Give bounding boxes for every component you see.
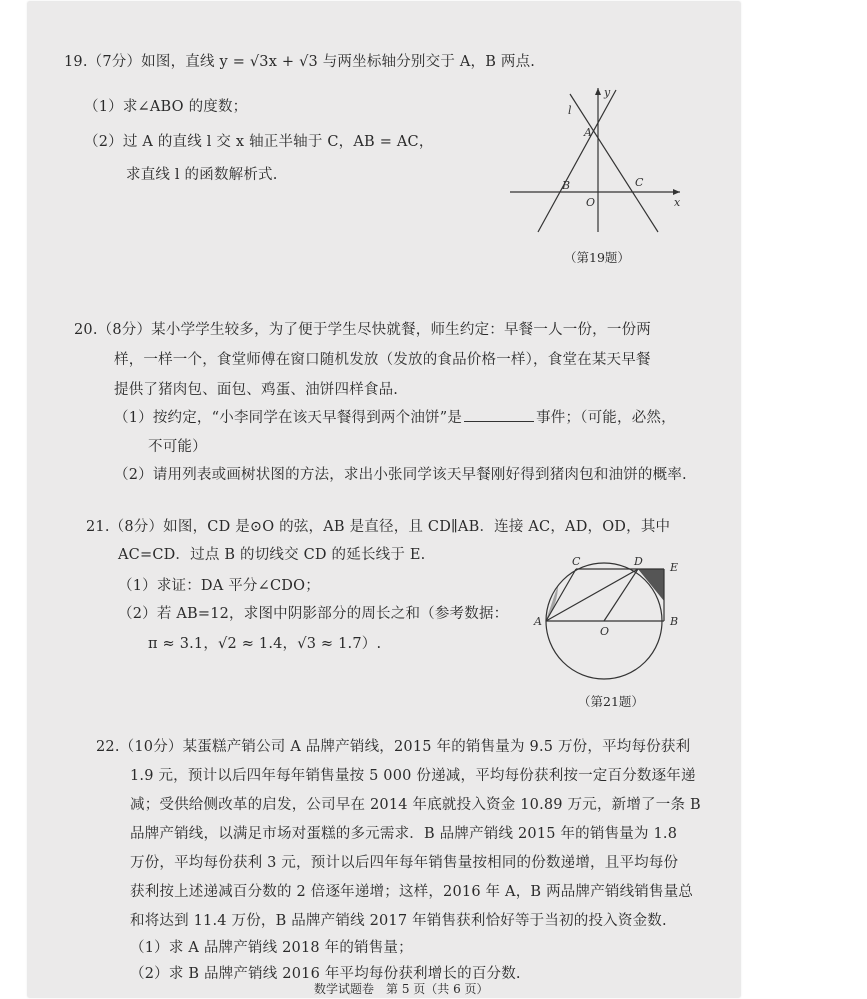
q21-figure xyxy=(528,555,698,685)
label-x: x xyxy=(674,196,681,209)
q22-line4: 品牌产销线，以满足市场对蛋糕的多元需求．B 品牌产销线 2015 年的销售量为 1.8 xyxy=(130,826,678,842)
segment-ad xyxy=(546,569,638,621)
q22-line5: 万份，平均每份获利 3 元，预计以后四年每年销售量按相同的份数递增，且平均每份 xyxy=(130,855,679,871)
q22-line6: 获利按上述递减百分数的 2 倍逐年递增；这样，2016 年 A，B 两品牌产销线销售量总 xyxy=(130,884,694,900)
q22-part1: （1）求 A 品牌产销线 2018 年的销售量； xyxy=(130,940,413,956)
q19-part2-cont: 求直线 l 的函数解析式. xyxy=(126,167,278,183)
q21-part1: （1）求证：DA 平分∠CDO； xyxy=(118,578,320,594)
q20-part2: （2）请用列表或画树状图的方法，求出小张同学该天早餐刚好得到猪肉包和油饼的概率. xyxy=(114,467,687,483)
label-c: C xyxy=(572,555,581,568)
q20-part1-options: 事件；（可能，必然， xyxy=(536,410,676,426)
label-l: l xyxy=(568,104,572,117)
label-o: O xyxy=(600,625,610,638)
label-c: C xyxy=(635,176,644,189)
q22-line7: 和将达到 11.4 万份，B 品牌产销线 2017 年销售获利恰好等于当初的投入资金数. xyxy=(130,913,667,929)
q22-line3: 减；受供给侧改革的启发，公司早在 2014 年底就投入资金 10.89 万元，新增了一条 B xyxy=(130,797,701,813)
q20-part1-text: （1）按约定，“小李同学在该天早餐得到两个油饼”是 xyxy=(114,410,463,426)
q19-part1: （1）求∠ABO 的度数； xyxy=(84,99,248,115)
label-e: E xyxy=(670,561,679,574)
q20-line1: 20.（8分）某小学学生较多，为了便于学生尽快就餐，师生约定：早餐一人一份，一份两 xyxy=(74,322,651,338)
line-l xyxy=(570,94,658,232)
label-o: O xyxy=(586,196,596,209)
answer-blank[interactable] xyxy=(464,409,534,422)
q19-caption: （第19题） xyxy=(564,250,630,265)
exam-page xyxy=(28,2,740,997)
shaded-region-1 xyxy=(638,569,664,601)
q22-part2: （2）求 B 品牌产销线 2016 年平均每份获利增长的百分数. xyxy=(130,966,521,982)
label-y: y xyxy=(604,86,611,99)
label-d: D xyxy=(634,555,643,568)
label-b: B xyxy=(562,179,571,192)
q20-line2: 样，一样一个，食堂师傅在窗口随机发放（发放的食品价格一样），食堂在某天早餐 xyxy=(114,352,651,368)
q21-part2-cont: π ≈ 3.1，√2 ≈ 1.4，√3 ≈ 1.7）. xyxy=(148,636,382,652)
label-b: B xyxy=(670,615,679,628)
q20-line3: 提供了猪肉包、面包、鸡蛋、油饼四样食品. xyxy=(114,382,399,398)
q22-line1: 22.（10分）某蛋糕产销公司 A 品牌产销线，2015 年的销售量为 9.5 万份，平均每份获利 xyxy=(96,739,691,755)
q20-part1-cont: 不可能） xyxy=(148,439,207,455)
label-a: A xyxy=(534,615,542,628)
q20-part1 xyxy=(114,406,676,427)
q19-figure xyxy=(498,82,698,242)
segment-od xyxy=(604,569,638,621)
q21-line2: AC=CD．过点 B 的切线交 CD 的延长线于 E. xyxy=(118,547,426,563)
q19-head: 19.（7分）如图，直线 y = √3x + √3 与两坐标轴分别交于 A，B 两点. xyxy=(64,54,536,70)
q22-line2: 1.9 元，预计以后四年每年销售量按 5 000 份递减，平均每份获利按一定百分数逐年递 xyxy=(130,768,696,784)
q21-caption: （第21题） xyxy=(578,694,644,709)
label-a: A xyxy=(584,126,592,139)
q19-part2: （2）过 A 的直线 l 交 x 轴正半轴于 C，AB = AC， xyxy=(84,134,434,150)
line-ab xyxy=(538,90,616,232)
page-footer: 数学试题卷 第 5 页（共 6 页） xyxy=(314,982,489,996)
q21-line1: 21.（8分）如图，CD 是⊙O 的弦，AB 是直径，且 CD∥AB．连接 AC，AD，OD，其中 xyxy=(86,519,671,535)
q21-part2: （2）若 AB=12，求图中阴影部分的周长之和（参考数据： xyxy=(118,606,509,622)
